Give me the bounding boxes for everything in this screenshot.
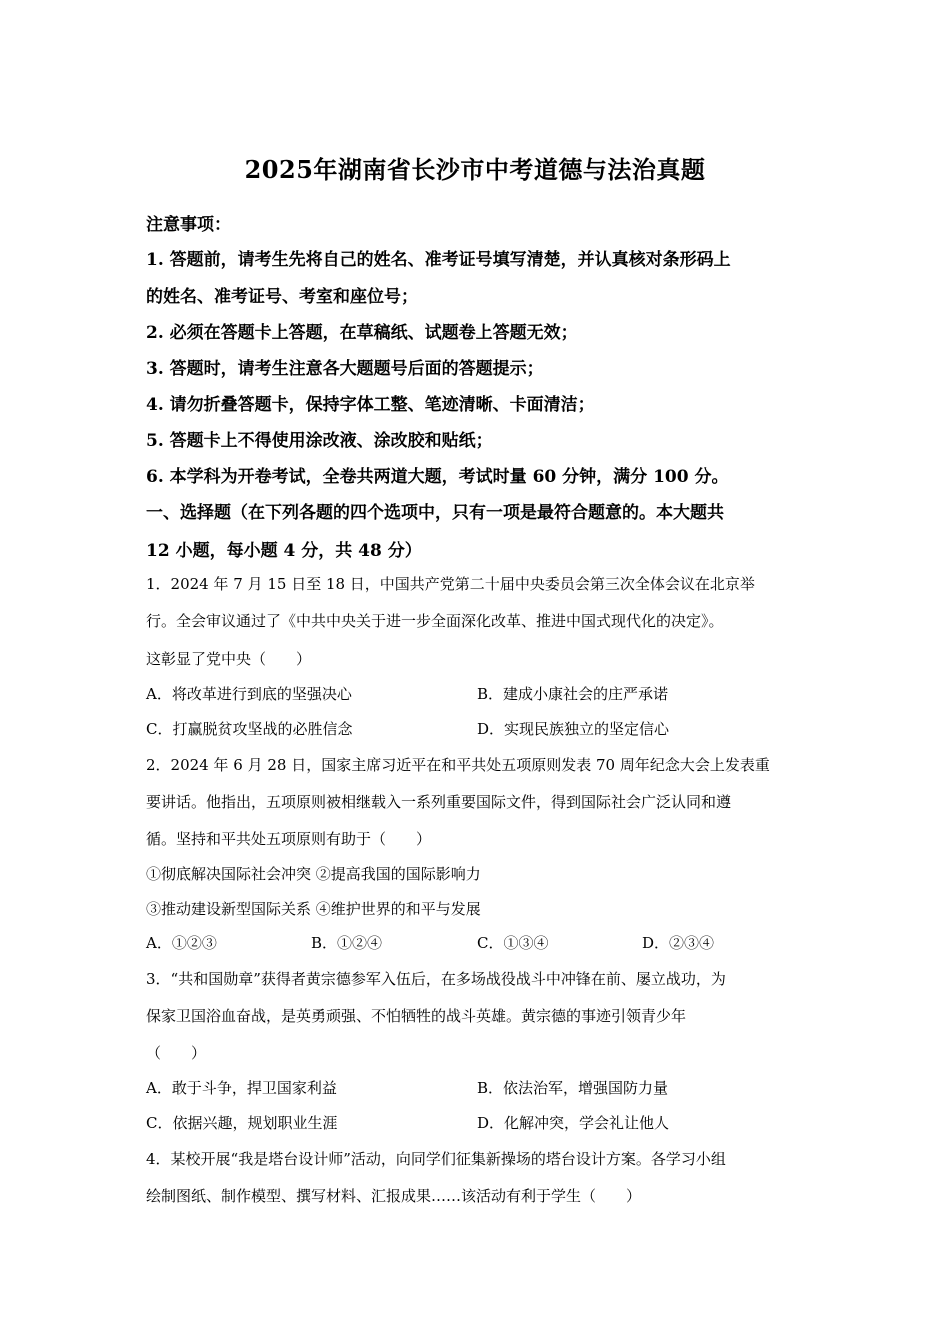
question-1-text: 行。全会审议通过了《中共中央关于进一步全面深化改革、推进中国式现代化的决定》。	[146, 612, 724, 630]
question-3-option-a: A．敢于斗争，捍卫国家利益	[146, 1079, 337, 1097]
question-3-option-c: C．依据兴趣，规划职业生涯	[146, 1114, 338, 1132]
question-1-option-a: A．将改革进行到底的坚强决心	[146, 685, 352, 703]
question-3-option-b: B．依法治军，增强国防力量	[477, 1079, 669, 1097]
question-2-option-a: A．①②③	[146, 934, 217, 952]
notice-heading: 注意事项：	[146, 215, 231, 235]
notice-item: 5. 答题卡上不得使用涂改液、涂改胶和贴纸；	[146, 431, 493, 451]
question-2-text: 要讲话。他指出，五项原则被相继载入一系列重要国际文件，得到国际社会广泛认同和遵	[146, 793, 732, 811]
notice-item: 3. 答题时，请考生注意各大题题号后面的答题提示；	[146, 359, 544, 379]
notice-item: 6. 本学科为开卷考试，全卷共两道大题，考试时量 60 分钟，满分 100 分。	[146, 467, 729, 487]
section-heading-cont: 12 小题，每小题 4 分，共 48 分）	[146, 541, 422, 561]
page-title: 2025年湖南省长沙市中考道德与法治真题	[244, 155, 706, 184]
question-4-text: 4．某校开展“我是塔台设计师”活动，向同学们征集新操场的塔台设计方案。各学习小组	[146, 1150, 726, 1168]
question-2-text: 2．2024 年 6 月 28 日，国家主席习近平在和平共处五项原则发表 70 周年纪念大会上发表重	[146, 756, 770, 774]
question-1-option-b: B．建成小康社会的庄严承诺	[477, 685, 669, 703]
question-1-option-c: C．打赢脱贫攻坚战的必胜信念	[146, 720, 353, 738]
question-3-text: 3．“共和国勋章”获得者黄宗德参军入伍后，在多场战役战斗中冲锋在前、屡立战功，为	[146, 970, 726, 988]
question-2-statements: ③推动建设新型国际关系 ④维护世界的和平与发展	[146, 900, 481, 918]
question-1-text: 这彰显了党中央（ ）	[146, 650, 312, 668]
section-heading: 一、选择题（在下列各题的四个选项中，只有一项是最符合题意的。本大题共	[146, 503, 724, 523]
notice-item: 的姓名、准考证号、考室和座位号；	[146, 287, 418, 307]
question-2-statements: ①彻底解决国际社会冲突 ②提高我国的国际影响力	[146, 865, 481, 883]
question-3-text: 保家卫国浴血奋战，是英勇顽强、不怕牺牲的战斗英雄。黄宗德的事迹引领青少年	[146, 1007, 687, 1025]
notice-item: 4. 请勿折叠答题卡，保持字体工整、笔迹清晰、卡面清洁；	[146, 395, 595, 415]
question-2-option-b: B．①②④	[311, 934, 383, 952]
question-3-option-d: D．化解冲突，学会礼让他人	[477, 1114, 670, 1132]
question-1-text: 1．2024 年 7 月 15 日至 18 日，中国共产党第二十届中央委员会第三次全体会议在北京举	[146, 575, 755, 593]
question-3-text: （ ）	[146, 1044, 207, 1062]
question-2-text: 循。坚持和平共处五项原则有助于（ ）	[146, 830, 432, 848]
notice-item: 2. 必须在答题卡上答题，在草稿纸、试题卷上答题无效；	[146, 323, 578, 343]
question-2-option-d: D．②③④	[642, 934, 715, 952]
question-2-option-c: C．①③④	[477, 934, 549, 952]
question-4-text: 绘制图纸、制作模型、撰写材料、汇报成果……该活动有利于学生（ ）	[146, 1187, 642, 1205]
question-1-option-d: D．实现民族独立的坚定信心	[477, 720, 670, 738]
notice-item: 1. 答题前，请考生先将自己的姓名、准考证号填写清楚，并认真核对条形码上	[146, 250, 731, 270]
